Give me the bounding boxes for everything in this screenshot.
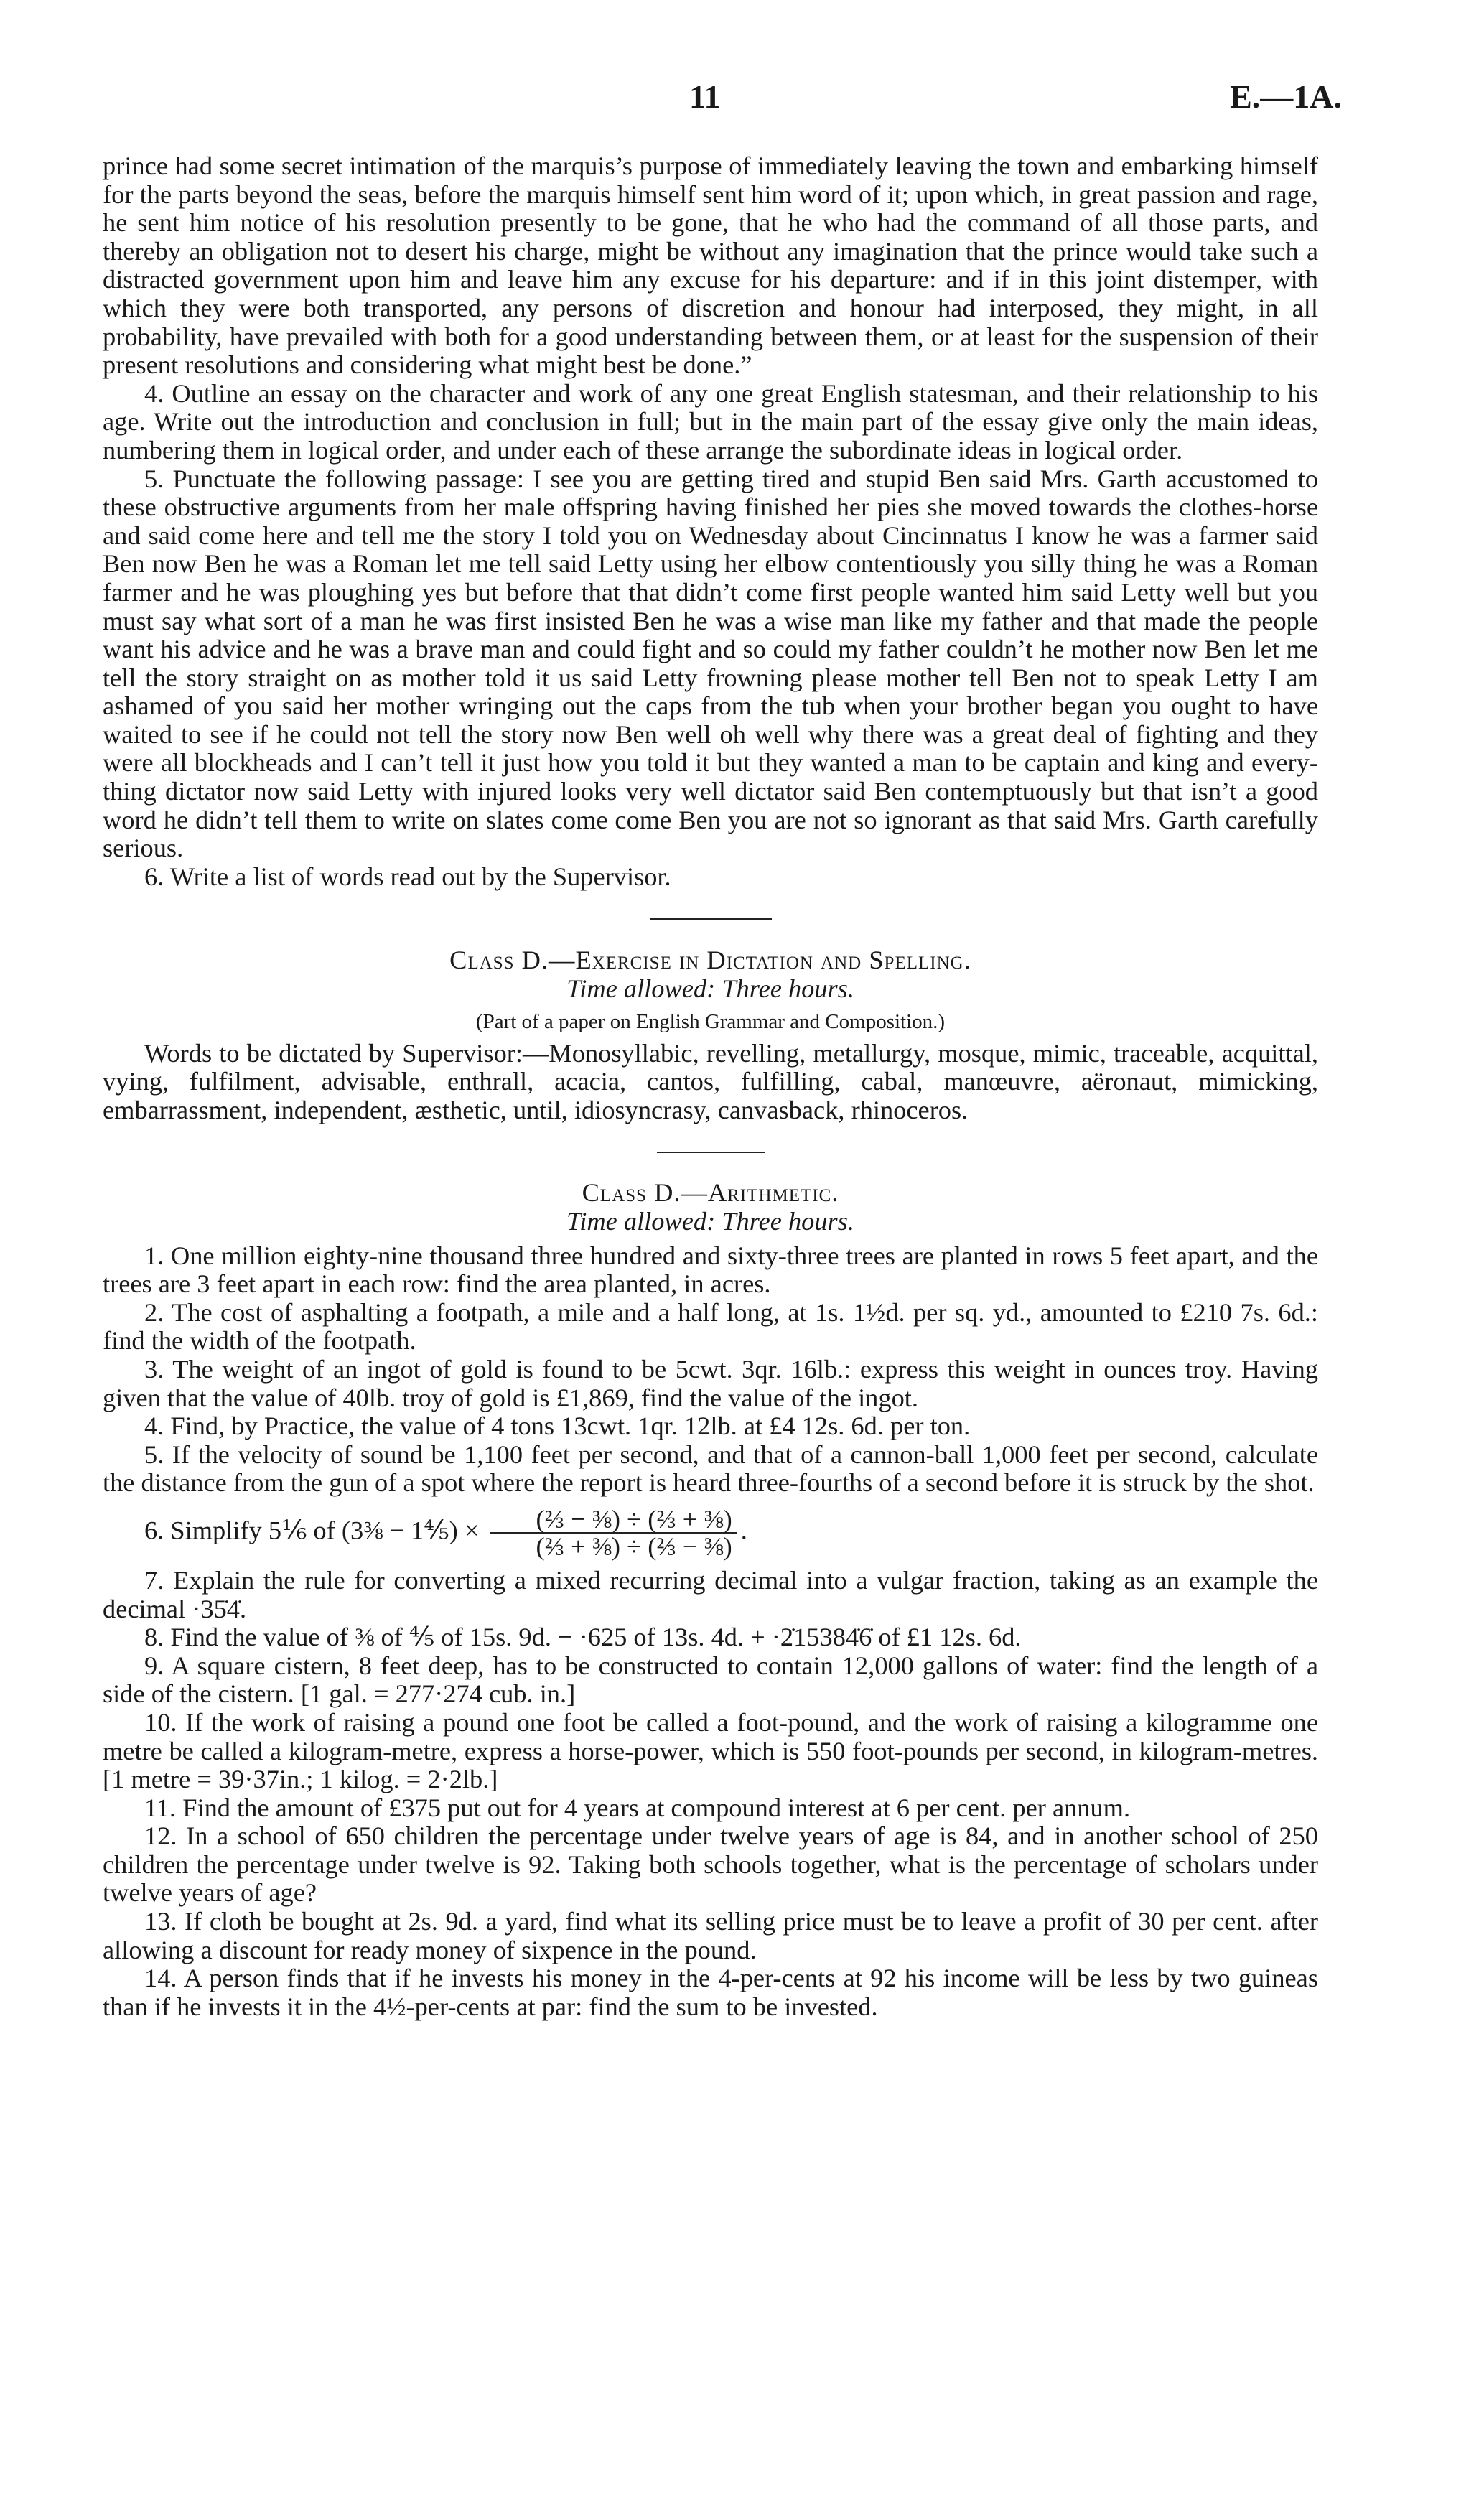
q6-complex-fraction — [490, 1506, 737, 1559]
dictation-words: Words to be dictated by Supervisor:—Monosyllabic, revelling, metallurgy, mosque, mimic, traceable, acquittal, vying, fulfilment, advisable, enthrall, acacia, cantos, fulfilling, cabal, manœuvre, aëronaut, mimicking, embarrassment, independent, æsthetic, until, idiosyncrasy, canvasback, rhinoceros. — [103, 1038, 1318, 1124]
section-divider — [650, 918, 772, 920]
arithmetic-question-4: 4. Find, by Practice, the value of 4 tons 13cwt. 1qr. 12lb. at £4 12s. 6d. per ton. — [144, 1412, 971, 1441]
arithmetic-question-1: 1. One million eighty-nine thousand three hundred and sixty-three trees are planted in rows 5 feet apart, and the trees are 3 feet apart in each row: find the area planted, in acres. — [103, 1241, 1318, 1299]
q6-denominator: (⅔ + ⅜) ÷ (⅔ − ⅜) — [536, 1531, 732, 1561]
arithmetic-question-13: 13. If cloth be bought at 2s. 9d. a yard, find what its selling price must be to leave a profit of 30 per cent. after allowing a discount for ready money of sixpence in the pound. — [103, 1907, 1318, 1964]
dictation-time-allowed: Time allowed: Three hours. — [566, 974, 854, 1004]
arithmetic-question-14: 14. A person finds that if he invests his money in the 4-per-cents at 92 his income will be less by two guineas than if he invests it in the 4½-per-cents at par: find the sum to be invested. — [103, 1964, 1318, 2021]
arithmetic-question-3: 3. The weight of an ingot of gold is found to be 5cwt. 3qr. 16lb.: express this weight in ounces troy. Having given that the value of 40lb. troy of gold is £1,869, find the value of the ingot. — [103, 1354, 1318, 1412]
arithmetic-question-7: 7. Explain the rule for converting a mixed recurring decimal into a vulgar fraction, taking as an example the decimal ·35̇4̇. — [103, 1565, 1318, 1623]
arithmetic-time-allowed: Time allowed: Three hours. — [566, 1207, 854, 1236]
arithmetic-heading: Class D.—Arithmetic. — [582, 1178, 839, 1208]
arithmetic-question-6 — [103, 1506, 1318, 1559]
running-head: E.—1A. — [1230, 78, 1342, 115]
section-divider — [657, 1152, 765, 1153]
arithmetic-question-12: 12. In a school of 650 children the percentage under twelve years of age is 84, and in another school of 250 children the percentage under twelve is 92. Taking both schools together, what is the percentage of scholars under twelve years of age? — [103, 1821, 1318, 1908]
english-question-6: 6. Write a list of words read out by the Supervisor. — [144, 862, 671, 891]
page-number: 11 — [689, 78, 721, 115]
continuation-paragraph: prince had some secret intimation of the marquis’s purpose of immediately leaving the town and embarking himself for the parts beyond the seas, before the marquis himself sent him word of it; upon which, in great passion and rage, he sent him notice of his resolution presently to be gone, that he who had the command of all those parts, and thereby an obligation not to desert his charge, might be without any imagination that the prince would take such a distracted government upon him and leave him any excuse for his departure: and if in this joint distemper, with which they were both transported, any persons of discretion and honour had interposed, they might, in all probability, have prevailed with both for a good understanding between them, or at least for the suspension of their present resolutions and considering what might best be done.” — [103, 151, 1318, 380]
body-text — [103, 152, 1318, 2021]
q6-suffix: . — [740, 1516, 747, 1545]
arithmetic-question-9: 9. A square cistern, 8 feet deep, has to be constructed to contain 12,000 gallons of water: find the length of a side of the cistern. [1 gal. = 277·274 cub. in.] — [103, 1651, 1318, 1709]
dictation-heading: Class D.—Exercise in Dictation and Spelling. — [449, 946, 971, 975]
english-question-4: 4. Outline an essay on the character and work of any one great English statesman, and their relationship to his age. Write out the introduction and conclusion in full; but in the main part of the essay give only the main ideas, numbering them in logical order, and under each of these arrange the subordinate ideas in logical order. — [103, 378, 1318, 465]
dictation-note: (Part of a paper on English Grammar and Composition.) — [475, 1009, 946, 1033]
english-question-5: 5. Punctuate the following passage: I see you are getting tired and stupid Ben said Mrs. Garth accustomed to these obstructive arguments from her male offspring having finished her pies she moved towards the clothes-horse and said come here and tell me the story I told you on Wednesday about Cincinnatus I know he was a farmer said Ben now Ben he was a Roman let me tell said Letty using her elbow contentiously you silly thing he was a Roman farmer and he was ploughing yes but before that that didn’t come first people wanted him said Letty well but you must say what sort of a man he was first insisted Ben he was a wise man like my father and that made the people want his advice and he was a brave man and could fight and so could my father couldn’t he mother now Ben let me tell the story straight on as mother told it us said Letty frowning please mother tell Ben not to speak Letty I am ashamed of you said her mother wringing out the caps from the tub when your brother began you ought to have waited to see if he could not tell the story now Ben well oh well why there was a great deal of fighting and they were all blockheads and I can’t tell it just how you told it but they wanted a man to be captain and king and every-thing dictator now said Letty with injured looks very well dictator said Ben contemptuously but that isn’t a good word he didn’t tell them to write on slates come come Ben you are not so ignorant as that said Mrs. Garth carefully serious. — [103, 464, 1318, 863]
q6-numerator: (⅔ − ⅜) ÷ (⅔ + ⅜) — [490, 1506, 737, 1534]
arithmetic-question-11: 11. Find the amount of £375 put out for 4 years at compound interest at 6 per cent. per annum. — [144, 1793, 1131, 1822]
arithmetic-question-5: 5. If the velocity of sound be 1,100 feet per second, and that of a cannon-ball 1,000 feet per second, calculate the distance from the gun of a spot where the report is heard three-fourths of a second before it is struck by the shot. — [103, 1440, 1318, 1498]
q6-prefix: 6. Simplify 5⅙ of (3⅜ − 1⅘) × — [144, 1516, 480, 1545]
arithmetic-question-2: 2. The cost of asphalting a footpath, a mile and a half long, at 1s. 1½d. per sq. yd., amounted to £210 7s. 6d.: find the width of the footpath. — [103, 1297, 1318, 1356]
arithmetic-question-10: 10. If the work of raising a pound one foot be called a foot-pound, and the work of raising a kilogramme one metre be called a kilogram-metre, express a horse-power, which is 550 foot-pounds per second, in kilogram-metres. [1 metre = 39·37in.; 1 kilog. = 2·2lb.] — [103, 1707, 1318, 1794]
arithmetic-question-8: 8. Find the value of ⅜ of ⅘ of 15s. 9d. − ·625 of 13s. 4d. + ·2̇15384̇6̇ of £1 12s. 6d. — [144, 1623, 1022, 1652]
